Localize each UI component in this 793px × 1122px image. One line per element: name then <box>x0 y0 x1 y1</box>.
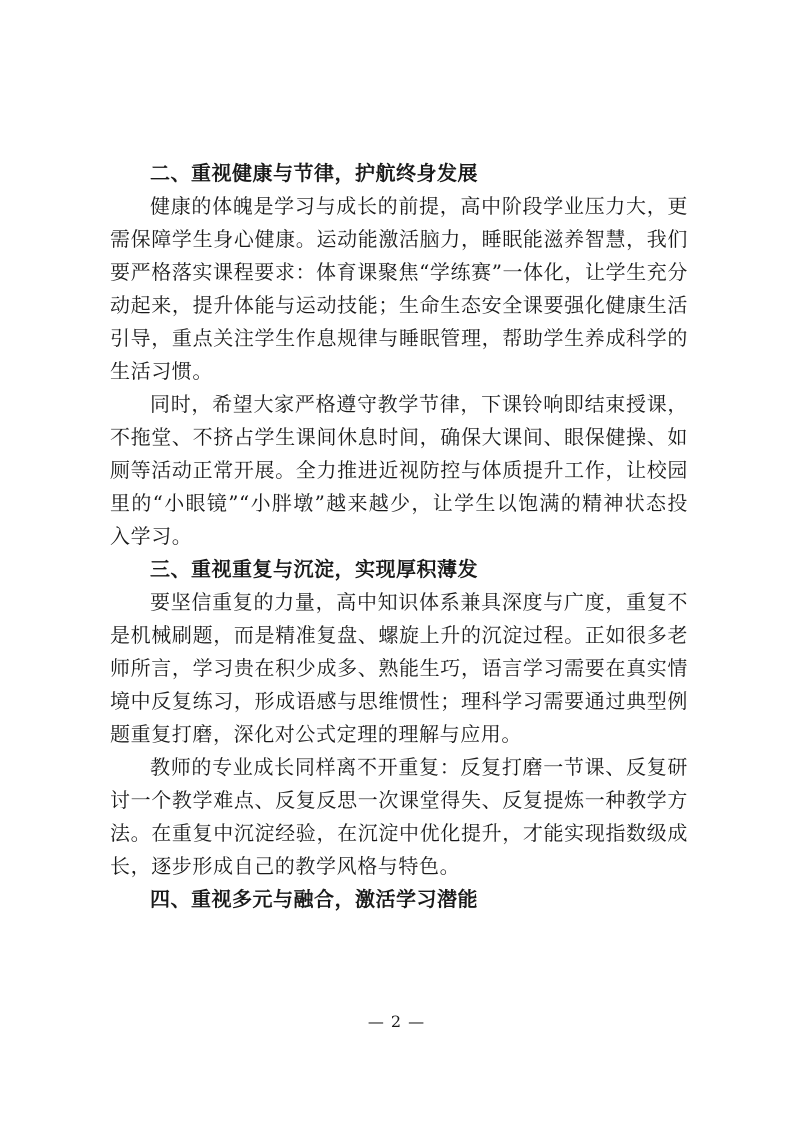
paragraph: 教师的专业成长同样离不开重复：反复打磨一节课、反复研讨一个教学难点、反复反思一次课堂得失、反复提炼一种教学方法。在重复中沉淀经验，在沉淀中优化提升，才能实现指数级成长，逐步形成自己的教学风格与特色。 <box>110 755 688 878</box>
page-number: — 2 — <box>367 1012 426 1031</box>
document-body <box>110 157 688 916</box>
section-health-rhythm <box>110 157 688 553</box>
section-heading: 四、重视多元与融合，激活学习潜能 <box>150 887 478 911</box>
section-heading: 二、重视健康与节律，护航终身发展 <box>150 161 478 185</box>
paragraph: 同时，希望大家严格遵守教学节律，下课铃响即结束授课，不拖堂、不挤占学生课间休息时间，确保大课间、眼保健操、如厕等活动正常开展。全力推进近视防控与体质提升工作，让校园里的“小眼镜”“小胖墩”越来越少，让学生以饱满的精神状态投入学习。 <box>110 392 688 548</box>
section-heading: 三、重视重复与沉淀，实现厚积薄发 <box>150 557 478 581</box>
paragraph: 要坚信重复的力量，高中知识体系兼具深度与广度，重复不是机械刷题，而是精准复盘、螺旋上升的沉淀过程。正如很多老师所言，学习贵在积少成多、熟能生巧，语言学习需要在真实情境中反复练习，形成语感与思维惯性；理科学习需要通过典型例题重复打磨，深化对公式定理的理解与应用。 <box>110 590 688 746</box>
section-repetition <box>110 553 688 883</box>
section-diversity-integration <box>110 883 688 916</box>
paragraph: 健康的体魄是学习与成长的前提，高中阶段学业压力大，更需保障学生身心健康。运动能激活脑力，睡眠能滋养智慧，我们要严格落实课程要求：体育课聚焦“学练赛”一体化，让学生充分动起来，提升体能与运动技能；生命生态安全课要强化健康生活引导，重点关注学生作息规律与睡眠管理，帮助学生养成科学的生活习惯。 <box>110 194 688 383</box>
